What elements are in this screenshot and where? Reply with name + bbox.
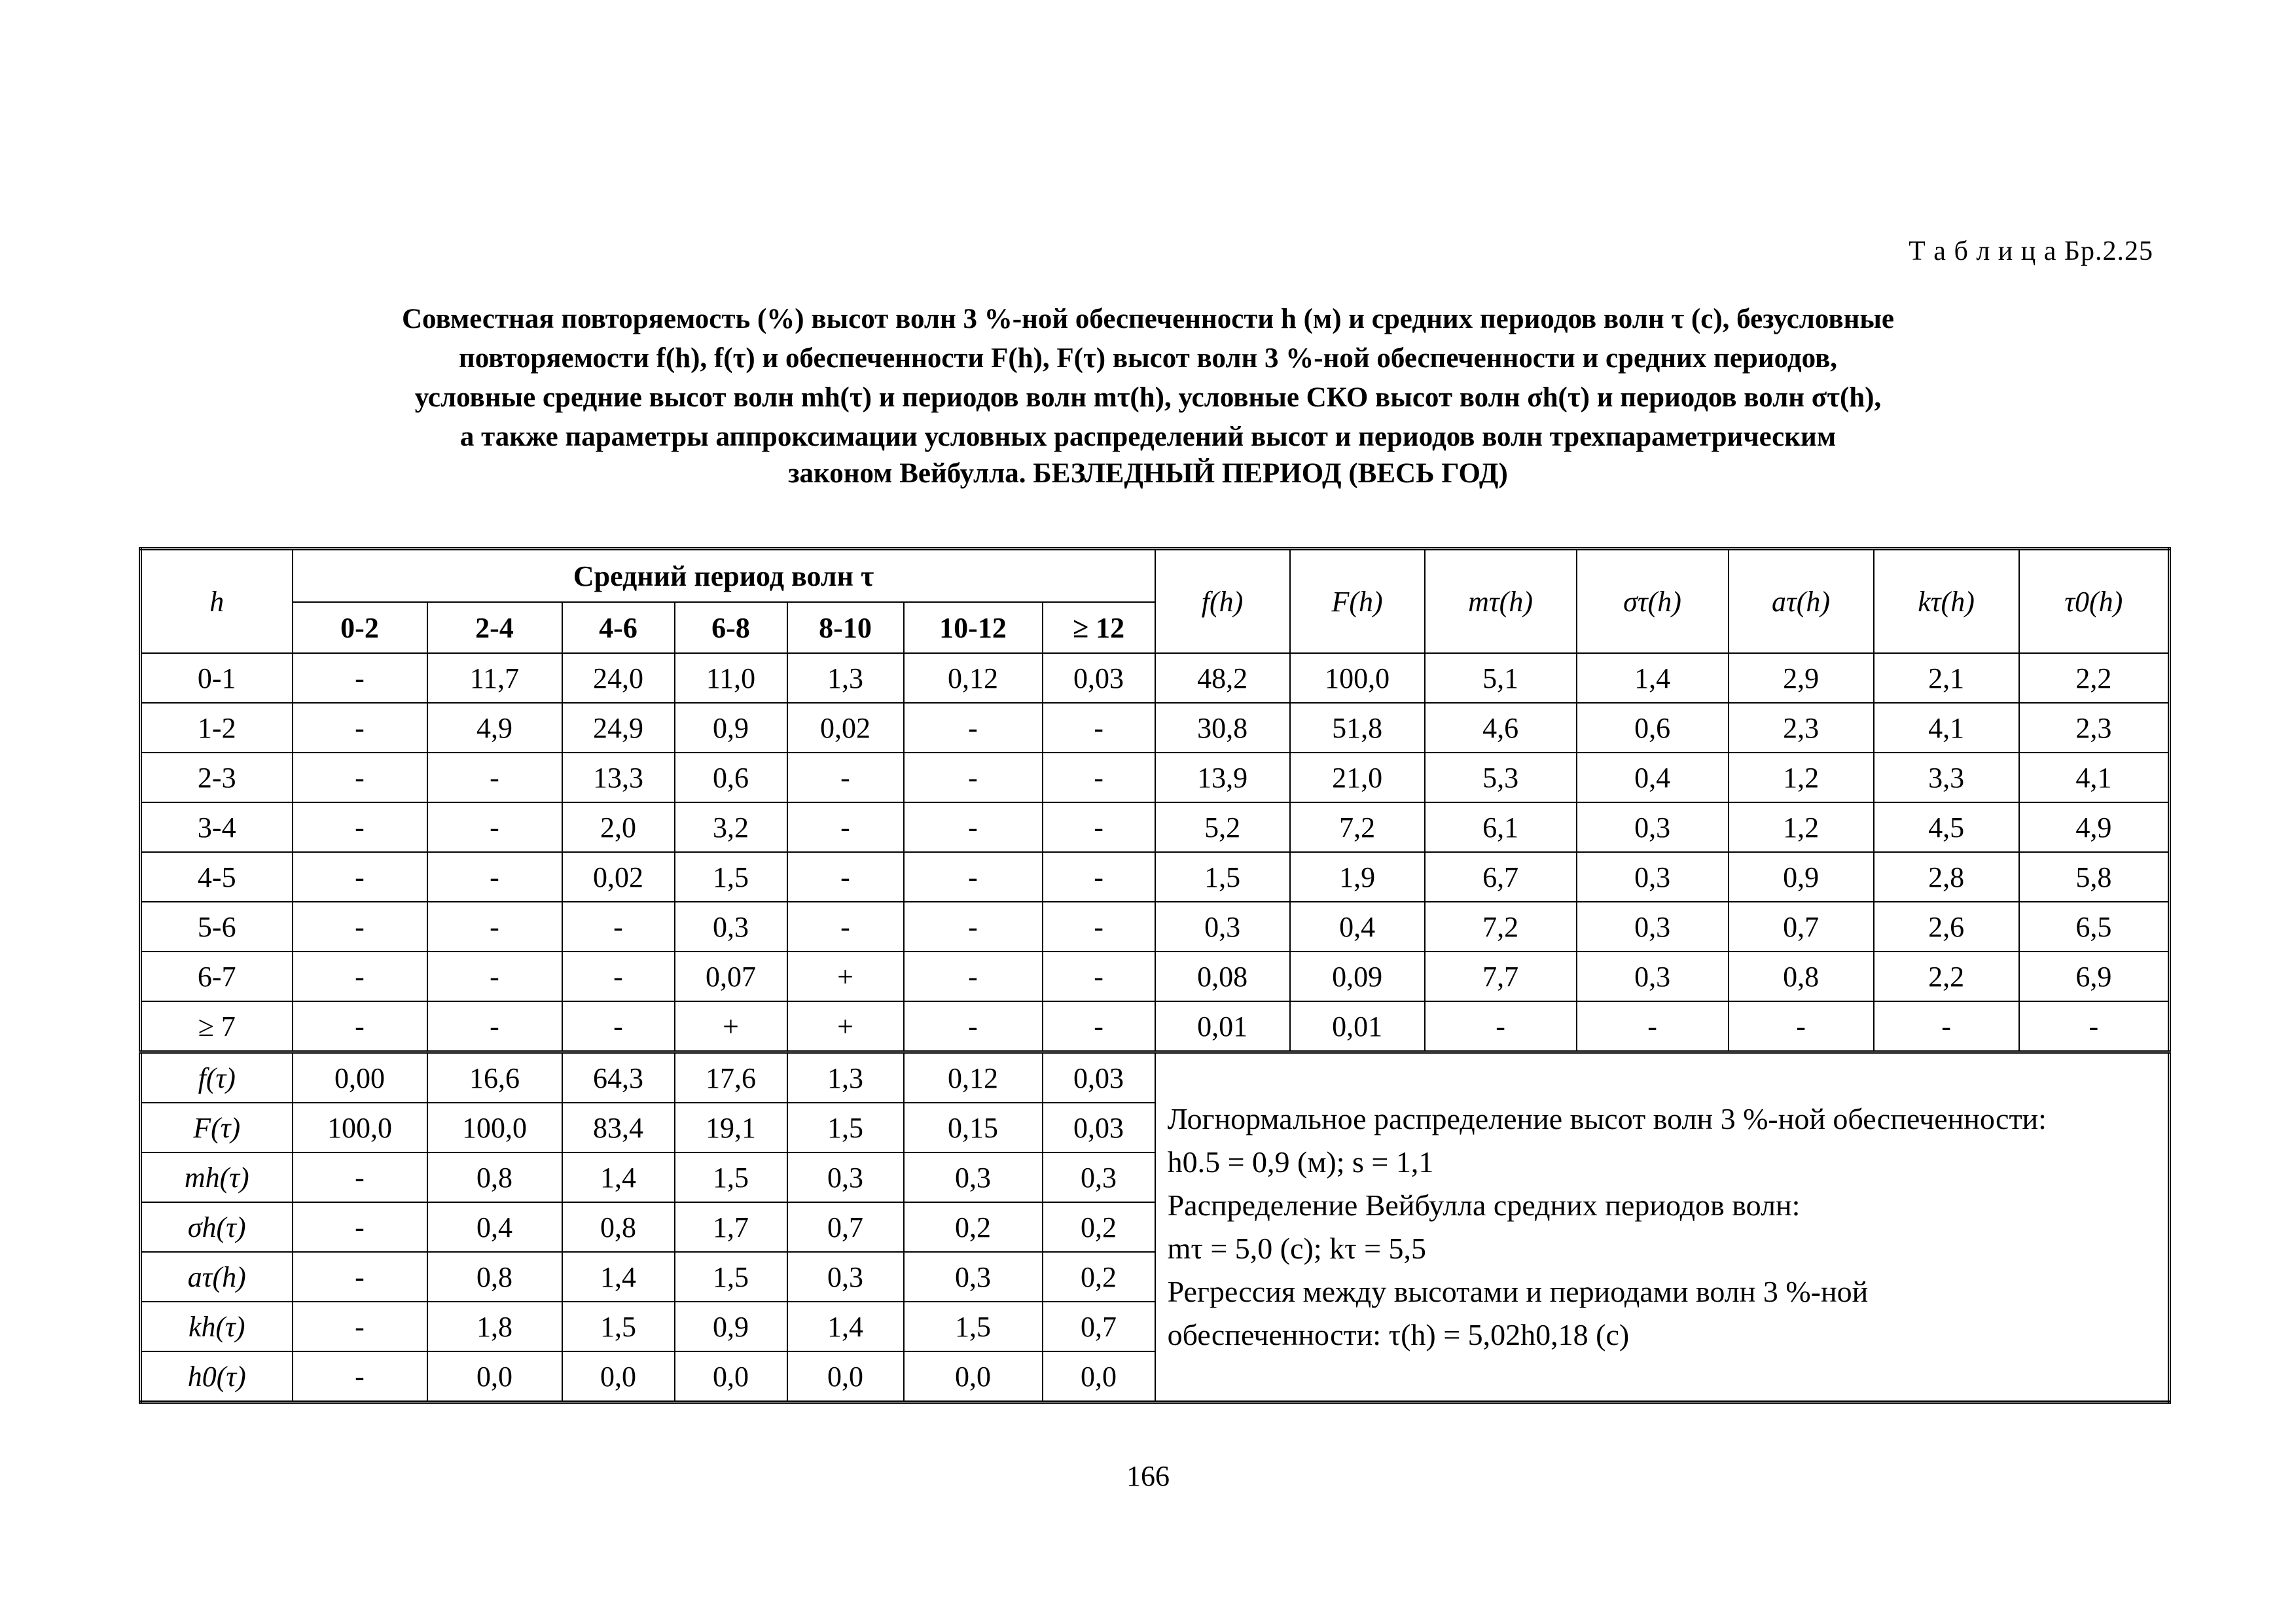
bottom-row-label: kh(τ) (141, 1302, 293, 1351)
table-cell: - (293, 653, 427, 703)
table-cell: 1,4 (562, 1152, 675, 1202)
stat-cell: 2,3 (1729, 703, 1874, 753)
header-period: 10-12 (904, 602, 1043, 653)
stat-cell: 48,2 (1155, 653, 1290, 703)
stat-cell: 13,9 (1155, 753, 1290, 802)
header-stat: aτ(h) (1729, 549, 1874, 654)
stat-cell: 30,8 (1155, 703, 1290, 753)
row-label-h: 3-4 (141, 802, 293, 852)
table-cell: - (904, 753, 1043, 802)
table-cell: - (427, 753, 562, 802)
stat-cell: - (1874, 1001, 2019, 1052)
table-cell: 11,7 (427, 653, 562, 703)
table-cell: 0,3 (1043, 1152, 1155, 1202)
stat-cell: 2,1 (1874, 653, 2019, 703)
table-cell: - (904, 952, 1043, 1001)
stat-cell: 2,6 (1874, 902, 2019, 952)
stat-cell: 5,8 (2019, 852, 2170, 902)
stat-cell: - (1425, 1001, 1577, 1052)
stat-cell: 51,8 (1290, 703, 1425, 753)
notes-line5: Регрессия между высотами и периодами волн 3 %-ной (1167, 1275, 1869, 1308)
table-cell: - (1043, 1001, 1155, 1052)
table-cell: - (904, 1001, 1043, 1052)
table-cell: - (293, 902, 427, 952)
table-cell: - (904, 802, 1043, 852)
table-cell: 1,5 (675, 1252, 787, 1302)
stat-cell: 0,7 (1729, 902, 1874, 952)
table-cell: 0,8 (562, 1202, 675, 1252)
notes-line4: mτ = 5,0 (с); kτ = 5,5 (1167, 1232, 1427, 1265)
wave-frequency-table (139, 547, 2171, 1404)
table-cell: 0,0 (675, 1351, 787, 1402)
table-cell: 0,03 (1043, 1052, 1155, 1103)
table-cell: - (293, 852, 427, 902)
table-cell: 1,7 (675, 1202, 787, 1252)
table-cell: 17,6 (675, 1052, 787, 1103)
table-cell: 0,8 (427, 1152, 562, 1202)
stat-cell: 1,4 (1577, 653, 1729, 703)
table-cell: - (293, 1302, 427, 1351)
table-cell: + (787, 952, 904, 1001)
table-cell: 0,12 (904, 653, 1043, 703)
table-cell: - (293, 1252, 427, 1302)
table-cell: 11,0 (675, 653, 787, 703)
table-cell: 0,8 (427, 1252, 562, 1302)
row-label-h: 5-6 (141, 902, 293, 952)
stat-cell: 0,3 (1155, 902, 1290, 952)
stat-cell: - (2019, 1001, 2170, 1052)
stat-cell: 2,2 (1874, 952, 2019, 1001)
header-period: 6-8 (675, 602, 787, 653)
table-cell: 100,0 (293, 1103, 427, 1152)
stat-cell: 6,7 (1425, 852, 1577, 902)
row-label-h: 1-2 (141, 703, 293, 753)
table-cell: 24,9 (562, 703, 675, 753)
table-cell: 0,2 (904, 1202, 1043, 1252)
table-cell: 1,4 (787, 1302, 904, 1351)
stat-cell: 4,1 (1874, 703, 2019, 753)
stat-cell: 100,0 (1290, 653, 1425, 703)
stat-cell: 0,08 (1155, 952, 1290, 1001)
stat-cell: 1,9 (1290, 852, 1425, 902)
header-stat: kτ(h) (1874, 549, 2019, 654)
title-line-4: а также параметры аппроксимации условных распределений высот и периодов волн трехпараметрическим (459, 421, 1837, 452)
table-cell: - (562, 902, 675, 952)
stat-cell: 0,3 (1577, 952, 1729, 1001)
table-cell: - (293, 1001, 427, 1052)
stat-cell: 5,1 (1425, 653, 1577, 703)
stat-cell: 1,2 (1729, 753, 1874, 802)
header-stat: τ0(h) (2019, 549, 2170, 654)
table-cell: 0,3 (904, 1152, 1043, 1202)
table-cell: 0,3 (904, 1252, 1043, 1302)
table-cell: 1,5 (675, 1152, 787, 1202)
table-cell: 1,8 (427, 1302, 562, 1351)
stat-cell: 0,8 (1729, 952, 1874, 1001)
table-cell: 24,0 (562, 653, 675, 703)
bottom-row-label: mh(τ) (141, 1152, 293, 1202)
table-cell: 0,15 (904, 1103, 1043, 1152)
table-cell: 19,1 (675, 1103, 787, 1152)
header-period: ≥ 12 (1043, 602, 1155, 653)
bottom-table-row (141, 1052, 2170, 1103)
table-cell: 0,9 (675, 1302, 787, 1351)
header-stat: mτ(h) (1425, 549, 1577, 654)
page-number: 166 (1126, 1460, 1170, 1492)
stat-cell: 6,1 (1425, 802, 1577, 852)
table-cell: 3,2 (675, 802, 787, 852)
header-period-group: Средний период волн τ (293, 549, 1155, 603)
table-cell: 0,0 (562, 1351, 675, 1402)
row-label-h: ≥ 7 (141, 1001, 293, 1052)
table-cell: 1,4 (562, 1252, 675, 1302)
stat-cell: 1,5 (1155, 852, 1290, 902)
table-cell: + (675, 1001, 787, 1052)
table-cell: - (427, 802, 562, 852)
stat-cell: 0,4 (1290, 902, 1425, 952)
table-cell: 100,0 (427, 1103, 562, 1152)
header-period: 2-4 (427, 602, 562, 653)
stat-cell: 7,7 (1425, 952, 1577, 1001)
table-cell: - (1043, 852, 1155, 902)
header-period: 4-6 (562, 602, 675, 653)
table-row (141, 753, 2170, 802)
stat-cell: 6,5 (2019, 902, 2170, 952)
stat-cell: 2,3 (2019, 703, 2170, 753)
notes-line2: h0.5 = 0,9 (м); s = 1,1 (1167, 1145, 1434, 1179)
table-cell: 0,07 (675, 952, 787, 1001)
table-cell: 0,3 (787, 1252, 904, 1302)
table-cell: 0,12 (904, 1052, 1043, 1103)
header-row-1 (141, 549, 2170, 603)
table-cell: 1,3 (787, 1052, 904, 1103)
row-label-h: 2-3 (141, 753, 293, 802)
table-cell: + (787, 1001, 904, 1052)
table-cell: 0,2 (1043, 1252, 1155, 1302)
table-cell: - (787, 852, 904, 902)
table-cell: 0,9 (675, 703, 787, 753)
table-cell: 0,0 (787, 1351, 904, 1402)
stat-cell: 4,5 (1874, 802, 2019, 852)
stat-cell: 2,2 (2019, 653, 2170, 703)
table-cell: 83,4 (562, 1103, 675, 1152)
notes-line3: Распределение Вейбулла средних периодов волн: (1167, 1188, 1801, 1222)
table-cell: 1,5 (787, 1103, 904, 1152)
stat-cell: 0,4 (1577, 753, 1729, 802)
table-cell: - (1043, 902, 1155, 952)
stat-cell: 0,3 (1577, 852, 1729, 902)
table-number: Т а б л и ц а Бр.2.25 (1909, 236, 2153, 266)
bottom-row-label: F(τ) (141, 1103, 293, 1152)
header-h: h (141, 549, 293, 654)
bottom-row-label: f(τ) (141, 1052, 293, 1103)
stat-cell: 0,9 (1729, 852, 1874, 902)
table-cell: 1,5 (904, 1302, 1043, 1351)
table-cell: - (904, 902, 1043, 952)
table-cell: 0,3 (787, 1152, 904, 1202)
table-cell: - (427, 1001, 562, 1052)
table-cell: 0,03 (1043, 653, 1155, 703)
table-cell: - (427, 902, 562, 952)
table-cell: - (787, 902, 904, 952)
header-period: 8-10 (787, 602, 904, 653)
table-cell: 0,0 (1043, 1351, 1155, 1402)
table-cell: 4,9 (427, 703, 562, 753)
table-cell: - (427, 852, 562, 902)
table-cell: 0,4 (427, 1202, 562, 1252)
table-cell: - (293, 802, 427, 852)
header-stat: στ(h) (1577, 549, 1729, 654)
header-stat: f(h) (1155, 549, 1290, 654)
notes-line1: Логнормальное распределение высот волн 3 %-ной обеспеченности: (1167, 1102, 2047, 1135)
table-cell: - (293, 703, 427, 753)
bottom-row-label: aτ(h) (141, 1252, 293, 1302)
table-cell: - (293, 1351, 427, 1402)
table-cell: 13,3 (562, 753, 675, 802)
title-line-3: условные средние высот волн mh(τ) и периодов волн mτ(h), условные СКО высот волн σh(τ) и периодов волн στ(h), (414, 382, 1882, 413)
table-cell: - (293, 952, 427, 1001)
stat-cell: 6,9 (2019, 952, 2170, 1001)
stat-cell: 0,01 (1155, 1001, 1290, 1052)
table-row (141, 653, 2170, 703)
table-cell: 0,02 (562, 852, 675, 902)
stat-cell: 0,3 (1577, 902, 1729, 952)
table-title (131, 300, 2165, 493)
stat-cell: 2,8 (1874, 852, 2019, 902)
header-period: 0-2 (293, 602, 427, 653)
stat-cell: 0,01 (1290, 1001, 1425, 1052)
stat-cell: 4,1 (2019, 753, 2170, 802)
stat-cell: 7,2 (1425, 902, 1577, 952)
table-row (141, 952, 2170, 1001)
table-cell: 2,0 (562, 802, 675, 852)
table-cell: 0,00 (293, 1052, 427, 1103)
table-cell: - (562, 1001, 675, 1052)
table-row (141, 902, 2170, 952)
row-label-h: 0-1 (141, 653, 293, 703)
table-cell: - (293, 1152, 427, 1202)
table-body (141, 653, 2170, 1402)
stat-cell: 0,3 (1577, 802, 1729, 852)
table-cell: - (787, 802, 904, 852)
table-cell: - (562, 952, 675, 1001)
table-cell: 0,0 (427, 1351, 562, 1402)
table-row (141, 852, 2170, 902)
title-line-2: повторяемости f(h), f(τ) и обеспеченности F(h), F(τ) высот волн 3 %-ной обеспеченности и средних периодов, (458, 343, 1838, 374)
stat-cell: 7,2 (1290, 802, 1425, 852)
table-cell: 0,2 (1043, 1202, 1155, 1252)
table-cell: - (1043, 802, 1155, 852)
table-cell: 0,03 (1043, 1103, 1155, 1152)
notes-line6: обеспеченности: τ(h) = 5,02h0,18 (с) (1167, 1318, 1630, 1351)
stat-cell: 3,3 (1874, 753, 2019, 802)
stat-cell: 5,3 (1425, 753, 1577, 802)
table-cell: 1,5 (562, 1302, 675, 1351)
title-line-1: Совместная повторяемость (%) высот волн 3 %-ной обеспеченности h (м) и средних периодов волн τ (с), безусловные (401, 304, 1895, 334)
stat-cell: 1,2 (1729, 802, 1874, 852)
table-cell: 0,7 (1043, 1302, 1155, 1351)
table-row (141, 1001, 2170, 1052)
distribution-notes (1155, 1052, 2170, 1402)
table-row (141, 802, 2170, 852)
stat-cell: - (1729, 1001, 1874, 1052)
table-cell: - (904, 703, 1043, 753)
table-row (141, 703, 2170, 753)
stat-cell: 4,6 (1425, 703, 1577, 753)
stat-cell: 0,09 (1290, 952, 1425, 1001)
table-cell: 1,3 (787, 653, 904, 703)
table-cell: 0,0 (904, 1351, 1043, 1402)
title-line-5: законом Вейбулла. БЕЗЛЕДНЫЙ ПЕРИОД (ВЕСЬ ГОД) (788, 458, 1508, 489)
row-label-h: 4-5 (141, 852, 293, 902)
table-cell: - (1043, 753, 1155, 802)
table-cell: 0,3 (675, 902, 787, 952)
header-stat: F(h) (1290, 549, 1425, 654)
table-cell: - (1043, 952, 1155, 1001)
table-cell: - (293, 753, 427, 802)
table-cell: 16,6 (427, 1052, 562, 1103)
table-cell: - (427, 952, 562, 1001)
table-cell: - (904, 852, 1043, 902)
stat-cell: - (1577, 1001, 1729, 1052)
table-cell: - (1043, 703, 1155, 753)
bottom-row-label: σh(τ) (141, 1202, 293, 1252)
bottom-row-label: h0(τ) (141, 1351, 293, 1402)
table-cell: 64,3 (562, 1052, 675, 1103)
row-label-h: 6-7 (141, 952, 293, 1001)
table-cell: 1,5 (675, 852, 787, 902)
table-cell: - (787, 753, 904, 802)
stat-cell: 2,9 (1729, 653, 1874, 703)
table-cell: 0,6 (675, 753, 787, 802)
table-cell: 0,7 (787, 1202, 904, 1252)
stat-cell: 4,9 (2019, 802, 2170, 852)
stat-cell: 5,2 (1155, 802, 1290, 852)
table-cell: 0,02 (787, 703, 904, 753)
stat-cell: 0,6 (1577, 703, 1729, 753)
stat-cell: 21,0 (1290, 753, 1425, 802)
table-cell: - (293, 1202, 427, 1252)
